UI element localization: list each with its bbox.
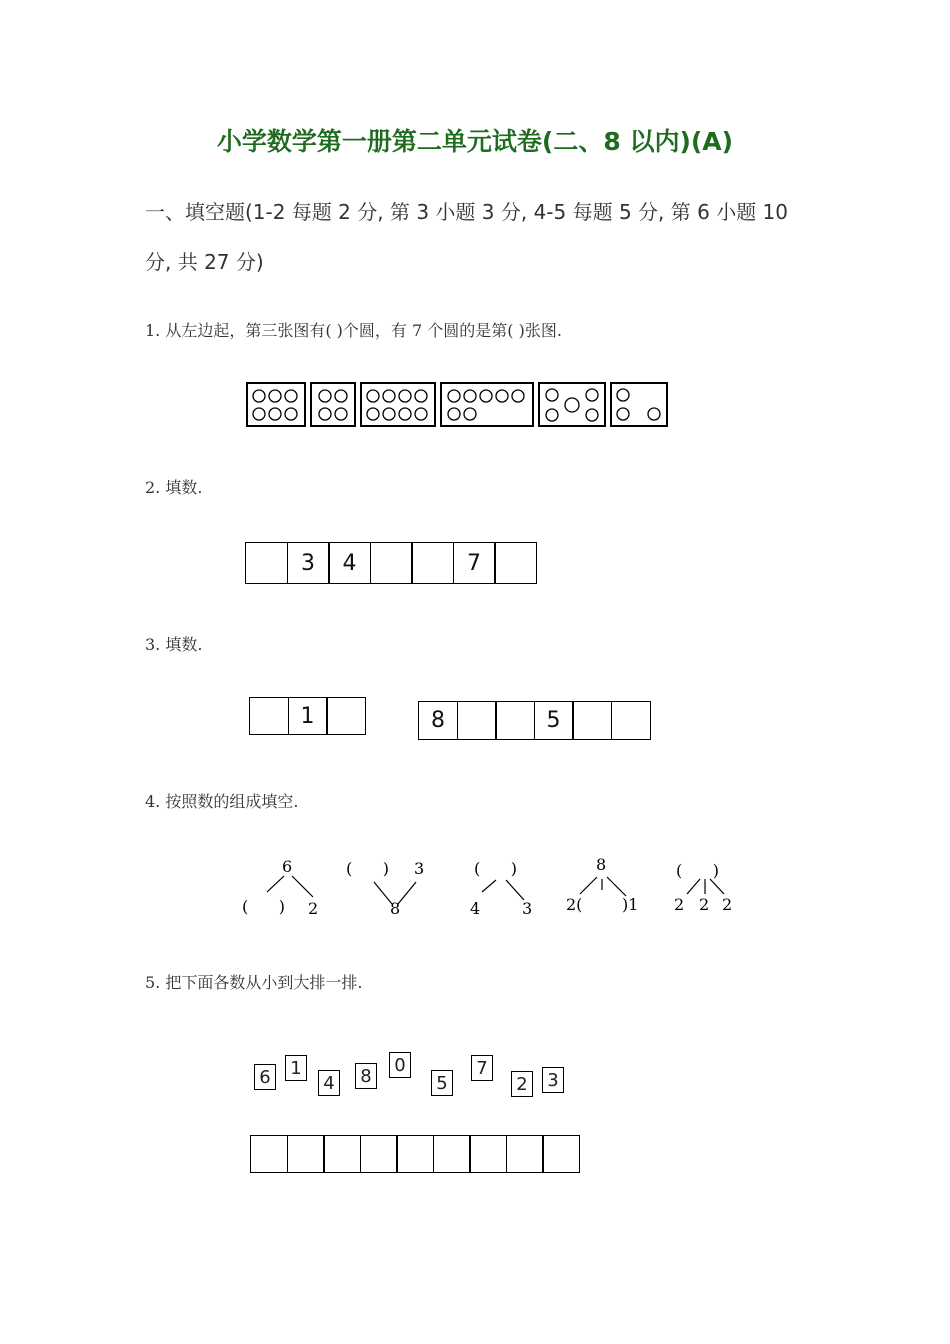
q3-right-cell[interactable]: [457, 701, 497, 740]
bond-line: [482, 880, 496, 892]
q3-right-cell: 5: [534, 701, 574, 740]
question-1-text: 1. 从左边起，第三张图有( )个圆，有 7 个圆的是第( )张图.: [145, 321, 562, 340]
q3-left-cell[interactable]: [326, 697, 366, 735]
bond-line: [710, 879, 724, 894]
bond-part: 2: [308, 899, 319, 918]
bond-line: [292, 876, 313, 897]
circle-card-4-circles: [442, 384, 532, 425]
circle-card-6-circles: [612, 384, 666, 425]
section-heading: [145, 187, 825, 287]
page-title: 小学数学第一册第二单元试卷(二、8 以内)(A): [216, 127, 734, 156]
bond-top: 6: [282, 857, 293, 876]
number-card: 4: [318, 1070, 340, 1096]
section-heading-line2: 分, 共 27 分): [145, 250, 264, 274]
bond-part: 2: [699, 895, 710, 914]
answer-cell[interactable]: [433, 1135, 471, 1173]
circle-card-1: [246, 382, 306, 427]
q3-right-cell[interactable]: [572, 701, 612, 740]
circle-card-3-circles: [362, 384, 434, 425]
q2-cell[interactable]: [370, 542, 413, 584]
number-bond-diagrams: [240, 852, 750, 922]
q3-left-cell: 1: [288, 697, 328, 735]
answer-cell[interactable]: [506, 1135, 544, 1173]
circle-card-5: [538, 382, 606, 427]
circle-card-2: [310, 382, 356, 427]
answer-cell[interactable]: [360, 1135, 398, 1173]
number-card: 5: [431, 1070, 453, 1096]
q3-left-row: [249, 697, 366, 735]
bond-blank[interactable]: ( ): [242, 897, 285, 916]
bond-line: [580, 877, 597, 894]
bond-line: [607, 877, 626, 896]
answer-cell[interactable]: [323, 1135, 361, 1173]
answer-cell[interactable]: [542, 1135, 580, 1173]
circle-card-3: [360, 382, 436, 427]
circle-card-5-circles: [540, 384, 604, 425]
number-card: 3: [542, 1067, 564, 1093]
q2-number-row: [245, 542, 537, 584]
answer-cell[interactable]: [250, 1135, 288, 1173]
q2-cell: 3: [287, 542, 330, 584]
circle-card-1-circles: [248, 384, 304, 425]
q2-cell[interactable]: [411, 542, 454, 584]
circle-card-6: [610, 382, 668, 427]
q2-cell[interactable]: [245, 542, 288, 584]
q2-cell: 7: [453, 542, 496, 584]
question-2-text: 2. 填数.: [145, 478, 203, 497]
bond-line: [267, 876, 284, 892]
bond-line: [398, 882, 416, 904]
bond-part: 2: [674, 895, 685, 914]
bond-part: 2: [722, 895, 733, 914]
q2-cell[interactable]: [494, 542, 537, 584]
number-card: 0: [389, 1052, 411, 1078]
number-card: 6: [254, 1064, 276, 1090]
circle-card-2-circles: [312, 384, 354, 425]
answer-cell[interactable]: [469, 1135, 507, 1173]
answer-cell[interactable]: [287, 1135, 325, 1173]
bond-blank[interactable]: ( ): [346, 859, 389, 878]
q3-right-cell: 8: [418, 701, 458, 740]
q3-right-cell[interactable]: [611, 701, 651, 740]
number-card: 2: [511, 1071, 533, 1097]
q3-right-cell[interactable]: [495, 701, 535, 740]
answer-cell[interactable]: [396, 1135, 434, 1173]
bond-whole: 8: [390, 899, 401, 918]
question-4-text: 4. 按照数的组成填空.: [145, 792, 299, 811]
section-heading-line1: 一、填空题(1-2 每题 2 分, 第 3 小题 3 分, 4-5 每题 5 分, 第 6 小题 10: [145, 200, 788, 224]
bond-part: )1: [622, 895, 639, 914]
bond-line: [506, 880, 524, 900]
number-card: 1: [285, 1055, 307, 1081]
bond-part: 3: [522, 899, 533, 918]
bond-blank[interactable]: ( ): [474, 859, 517, 878]
question-5-text: 5. 把下面各数从小到大排一排.: [145, 973, 363, 992]
q2-cell: 4: [328, 542, 371, 584]
bond-part: 3: [414, 859, 425, 878]
bond-part[interactable]: 2(: [566, 895, 583, 914]
bond-blank[interactable]: ( ): [676, 861, 719, 880]
q3-left-cell[interactable]: [249, 697, 289, 735]
number-card: 8: [355, 1063, 377, 1089]
circle-card-4: [440, 382, 534, 427]
q3-right-row: [418, 701, 651, 740]
q5-answer-row: [250, 1135, 580, 1173]
number-card: 7: [471, 1055, 493, 1081]
question-3-text: 3. 填数.: [145, 635, 203, 654]
bond-line: [687, 879, 700, 894]
bond-part: 4: [470, 899, 481, 918]
bond-top: 8: [596, 855, 607, 874]
